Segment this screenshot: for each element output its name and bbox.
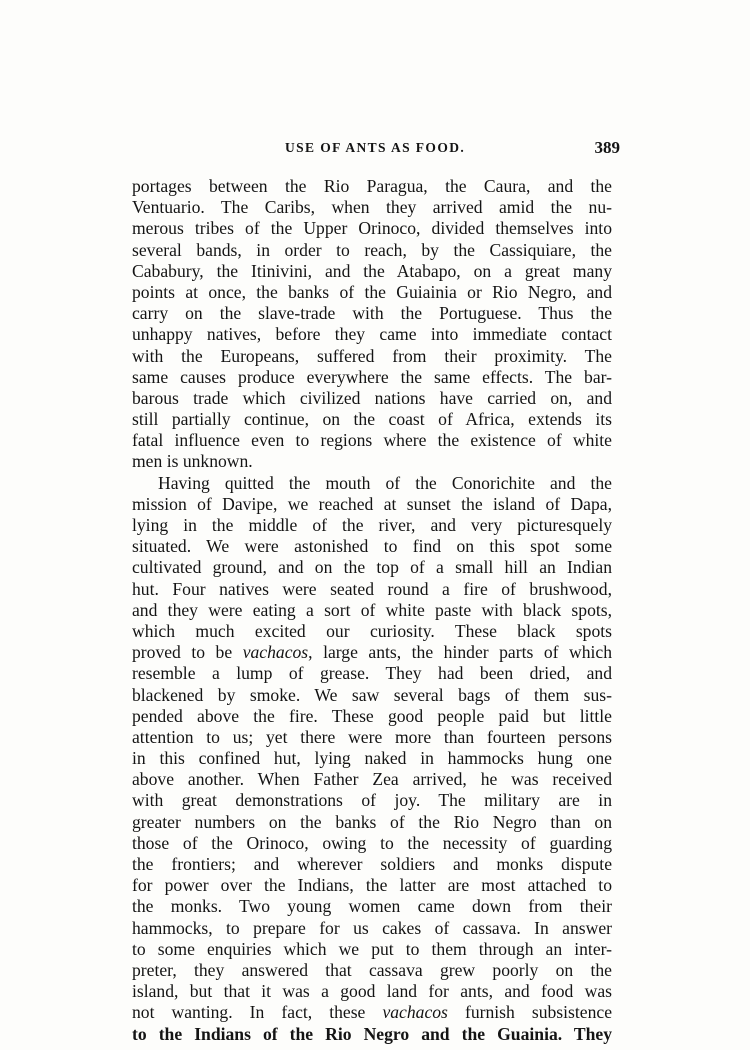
text-line: unhappy natives, before they came into immediate contact	[132, 324, 612, 345]
text-line: which much excited our curiosity. These black spots	[132, 620, 612, 641]
body-text	[132, 176, 612, 1045]
text-line: cultivated ground, and on the top of a small hill an Indian	[132, 557, 612, 578]
italic-term: vachacos	[242, 642, 309, 663]
paragraph-start-line: Having quitted the mouth of the Conorichite and the	[158, 472, 612, 493]
text-line: with great demonstrations of joy. The military are in	[132, 790, 612, 811]
italic-term: vachacos	[382, 1002, 448, 1023]
text-line: in this confined hut, lying naked in hammocks hung one	[132, 748, 612, 769]
text-line: proved to be vachacos, large ants, the hinder parts of which	[132, 642, 612, 663]
text-line: same causes produce everywhere the same effects. The bar-	[132, 366, 612, 387]
text-line: and they were eating a sort of white paste with black spots,	[132, 599, 612, 620]
text-line: above another. When Father Zea arrived, he was received	[132, 769, 612, 790]
text-line: pended above the fire. These good people paid but little	[132, 705, 612, 726]
page-number: 389	[594, 138, 620, 157]
text-line: resemble a lump of grease. They had been dried, and	[132, 663, 612, 684]
text-line: carry on the slave-trade with the Portuguese. Thus the	[132, 303, 612, 324]
text-line: attention to us; yet there were more than fourteen persons	[132, 726, 612, 747]
text-line: still partially continue, on the coast of Africa, extends its	[132, 409, 612, 430]
text-line: situated. We were astonished to find on this spot some	[132, 536, 612, 557]
text-line: mission of Davipe, we reached at sunset the island of Dapa,	[132, 493, 612, 514]
text-line: blackened by smoke. We saw several bags of them sus-	[132, 684, 612, 705]
text-line: not wanting. In fact, these vachacos furnish subsistence	[132, 1002, 613, 1023]
text-line: merous tribes of the Upper Orinoco, divided themselves into	[132, 218, 612, 239]
text-line: to some enquiries which we put to them through an inter-	[132, 938, 612, 959]
paragraph-end-line: men is unknown.	[132, 451, 253, 472]
text-line: hut. Four natives were seated round a fire of brushwood,	[132, 578, 612, 599]
text-line: lying in the middle of the river, and very picturesquely	[132, 515, 612, 535]
text-line: with the Europeans, suffered from their proximity. The	[132, 345, 612, 366]
text-line: fatal influence even to regions where the existence of white	[132, 430, 612, 451]
text-line: preter, they answered that cassava grew poorly on the	[132, 959, 612, 980]
running-head	[170, 138, 620, 162]
text-line: those of the Orinoco, owing to the necessity of guarding	[132, 832, 612, 853]
text-line: Cababury, the Itinivini, and the Atabapo, on a great many	[132, 260, 612, 281]
text-line: island, but that it was a good land for ants, and food was	[132, 981, 612, 1002]
text-line: barous trade which civilized nations have carried on, and	[132, 387, 612, 408]
text-line: the frontiers; and wherever soldiers and monks dispute	[132, 854, 612, 874]
text-line: for power over the Indians, the latter are most attached to	[132, 875, 612, 896]
text-line: points at once, the banks of the Guiainia or Rio Negro, and	[132, 281, 612, 302]
text-line: the monks. Two young women came down from their	[132, 896, 612, 917]
text-line: several bands, in order to reach, by the Cassiquiare, the	[132, 239, 612, 260]
text-line: hammocks, to prepare for us cakes of cassava. In answer	[132, 917, 612, 938]
text-line: portages between the Rio Paragua, the Caura, and the	[132, 176, 612, 196]
text-line: greater numbers on the banks of the Rio Negro than on	[132, 811, 612, 832]
running-title: USE OF ANTS AS FOOD.	[285, 140, 466, 155]
text-line: Ventuario. The Caribs, when they arrived amid the nu-	[132, 197, 612, 218]
text-line: to the Indians of the Rio Negro and the Guainia. They	[132, 1023, 612, 1044]
